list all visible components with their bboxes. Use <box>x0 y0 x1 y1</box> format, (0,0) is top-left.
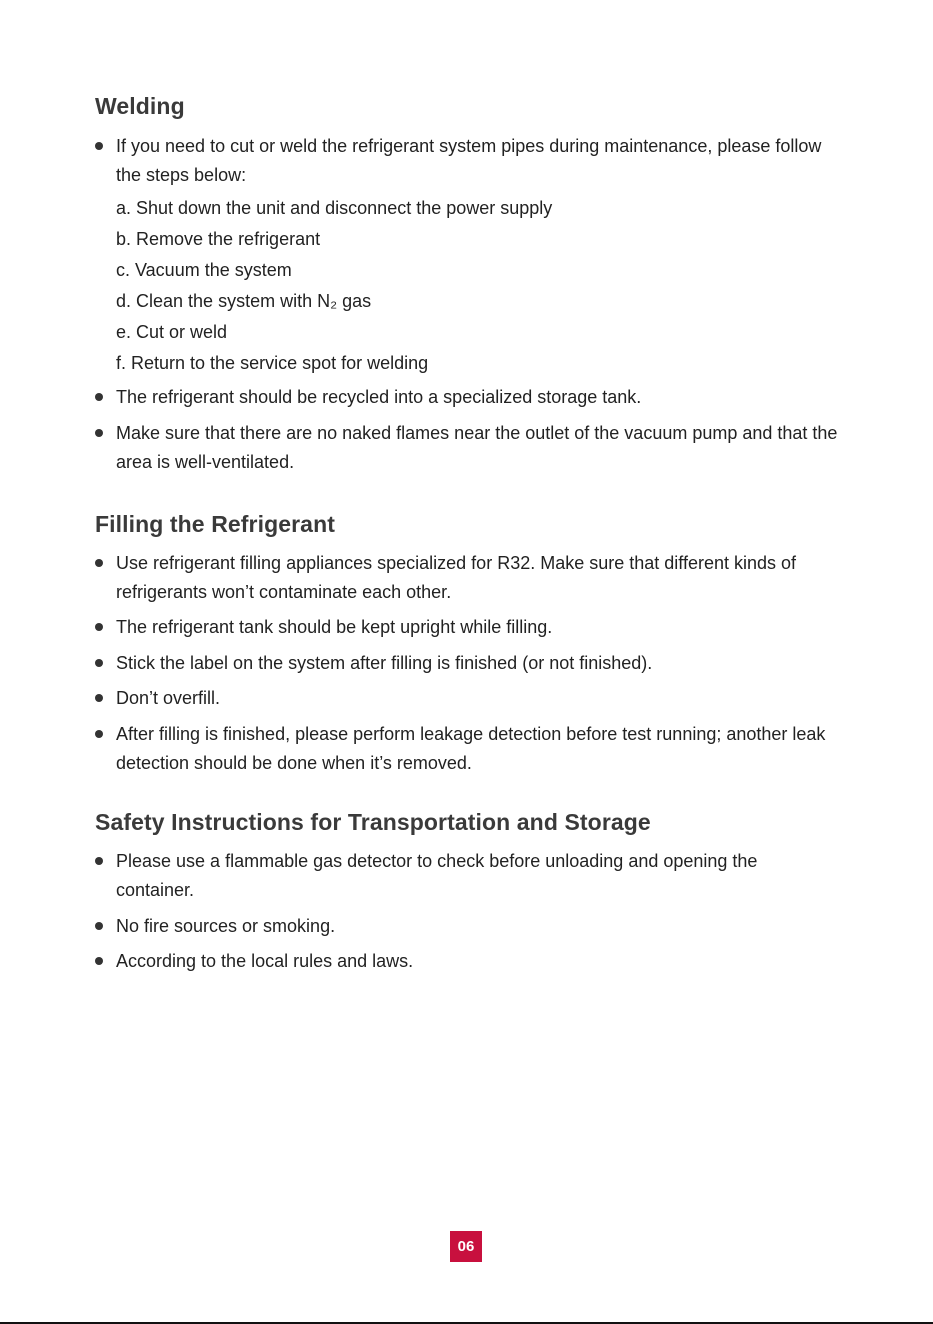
bullet-dot-icon <box>95 922 103 930</box>
bullet-dot-icon <box>95 857 103 865</box>
welding-step: a. Shut down the unit and disconnect the power supply <box>116 198 553 218</box>
bullet-dot-icon <box>95 429 103 437</box>
page-number-badge: 06 <box>450 1231 482 1262</box>
bullet-dot-icon <box>95 694 103 702</box>
welding-step: d. Clean the system with N₂ gas <box>116 291 372 311</box>
list-item <box>95 419 840 477</box>
list-item <box>95 613 840 642</box>
list-item <box>95 549 840 607</box>
welding-heading: Welding <box>95 93 185 119</box>
transport-heading: Safety Instructions for Transportation and Storage <box>95 809 651 835</box>
bullet-dot-icon <box>95 393 103 401</box>
bullet-dot-icon <box>95 559 103 567</box>
bullet-dot-icon <box>95 623 103 631</box>
list-item <box>95 649 840 678</box>
bullet-dot-icon <box>95 730 103 738</box>
bullet-dot-icon <box>95 142 103 150</box>
welding-intro-text: If you need to cut or weld the refrigerant system pipes during maintenance, please follow the steps below: <box>116 136 822 185</box>
list-item <box>95 684 840 713</box>
list-item-text: Please use a flammable gas detector to check before unloading and opening the container. <box>116 851 758 900</box>
list-item-text: Make sure that there are no naked flames near the outlet of the vacuum pump and that the area is well-ventilated. <box>116 423 838 472</box>
list-item <box>95 847 840 905</box>
list-item-text: After filling is finished, please perform leakage detection before test running; another leak detection should be done when it’s removed. <box>116 724 826 773</box>
list-item <box>95 720 840 778</box>
list-item-text: Don’t overfill. <box>116 688 221 708</box>
list-item-text: No fire sources or smoking. <box>116 916 336 936</box>
list-item <box>95 383 840 412</box>
list-item <box>95 947 840 976</box>
list-item-text: The refrigerant tank should be kept upright while filling. <box>116 617 553 637</box>
list-item-text: According to the local rules and laws. <box>116 951 414 971</box>
filling-heading: Filling the Refrigerant <box>95 511 335 537</box>
welding-step: f. Return to the service spot for welding <box>116 353 429 373</box>
list-item <box>95 912 840 941</box>
list-item <box>95 132 840 190</box>
bullet-dot-icon <box>95 957 103 965</box>
list-item-text: Use refrigerant filling appliances specialized for R32. Make sure that different kinds of refrigerants won’t contaminate each other. <box>116 553 797 602</box>
welding-step: b. Remove the refrigerant <box>116 229 321 249</box>
list-item-text: The refrigerant should be recycled into a specialized storage tank. <box>116 387 642 407</box>
list-item-text: Stick the label on the system after filling is finished (or not finished). <box>116 653 653 673</box>
welding-step: c. Vacuum the system <box>116 260 292 280</box>
bullet-dot-icon <box>95 659 103 667</box>
welding-step: e. Cut or weld <box>116 322 228 342</box>
